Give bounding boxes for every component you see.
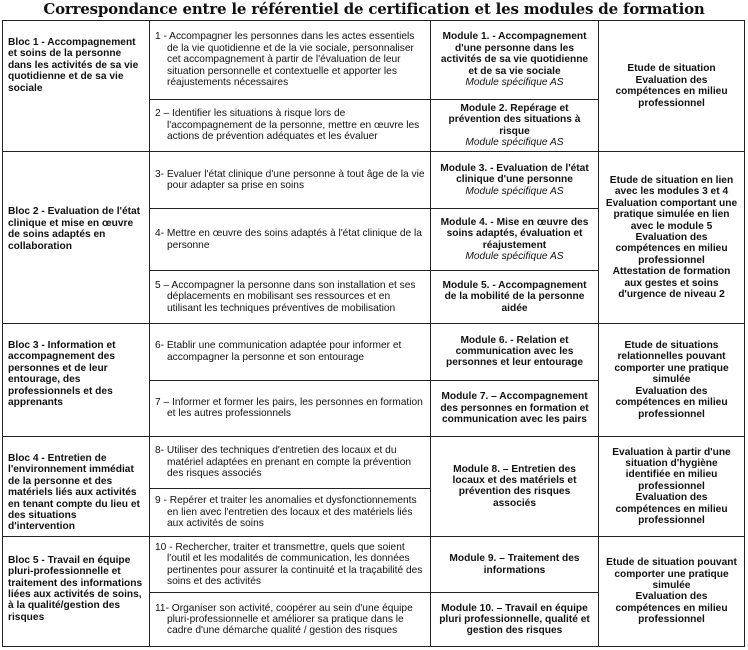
table-row — [3, 536, 745, 593]
module-cell: Module 1. - Accompagnement d'une personne dans les activités de sa vie quotidienne et de sa vie sociale Module spécifique AS — [431, 21, 599, 100]
competence-cell: 5 – Accompagner la personne dans son installation et ses déplacements en mobilisant ses ressources et en utilisant les techniques préventives de mobilisation — [150, 271, 431, 324]
competence-cell: 6- Etablir une communication adaptée pour informer et accompagner la personne et son entourage — [150, 323, 431, 380]
table-row — [3, 323, 745, 380]
competence-cell: 11- Organiser son activité, coopérer au sein d'une équipe pluri-professionnelle et améliorer sa pratique dans le cadre d'une démarche qualité / gestion des risques — [150, 593, 431, 647]
bloc-label: Bloc 5 - Travail en équipe pluri-professionnelle et traitement des informations liées aux activités de soins, à la qualité/gestion des risques — [3, 536, 150, 646]
module-cell: Module 8. – Entretien des locaux et des matériels et prévention des risques associés — [431, 437, 599, 537]
table-row — [3, 437, 745, 489]
bloc-label: Bloc 4 - Entretien de l'environnement immédiat de la personne et des matériels liés aux activités en tenant compte du lieu et des situations d'intervention — [3, 437, 150, 537]
module-cell: Module 4. - Mise en œuvre des soins adaptés, évaluation et réajustement Module spécifique AS — [431, 208, 599, 271]
module-cell: Module 2. Repérage et prévention des situations à risque Module spécifique AS — [431, 99, 599, 152]
evaluation-cell: Etude de situation Evaluation des compétences en milieu professionnel — [599, 21, 745, 152]
competence-cell: 9 - Repérer et traiter les anomalies et dysfonctionnements en lien avec l'entretien des locaux et des matériels liés aux activités de soins — [150, 489, 431, 537]
page-title: Correspondance entre le référentiel de certification et les modules de formation — [43, 0, 705, 18]
competence-cell: 1 - Accompagner les personnes dans les actes essentiels de la vie quotidienne et de la vie sociale, personnaliser cet accompagnement à partir de l'évaluation de leur situation personnelle et contextuelle et apporter les réajustements nécessaires — [150, 21, 431, 100]
competence-cell: 2 – Identifier les situations à risque lors de l'accompagnement de la personne, mettre en œuvre les actions de prévention adéquates et les évaluer — [150, 99, 431, 152]
evaluation-cell: Evaluation à partir d'une situation d'hygiène identifiée en milieu professionnel Evaluation des compétences en milieu professionnel — [599, 437, 745, 537]
competence-cell: 8- Utiliser des techniques d'entretien des locaux et du matériel adaptées en prenant en compte la prévention des risques associés — [150, 437, 431, 489]
certification-modules-table — [2, 20, 745, 647]
bloc-label: Bloc 2 - Evaluation de l'état clinique et mise en œuvre de soins adaptés en collaboration — [3, 152, 150, 324]
competence-cell: 7 – Informer et former les pairs, les personnes en formation et les autres professionnels — [150, 380, 431, 437]
table-row — [3, 152, 745, 209]
evaluation-cell: Etude de situation pouvant comporter une pratique simulée Evaluation des compétences en milieu professionnel — [599, 536, 745, 646]
module-cell: Module 3. - Evaluation de l'état clinique d'une personne Module spécifique AS — [431, 152, 599, 209]
competence-cell: 10 - Rechercher, traiter et transmettre, quels que soient l'outil et les modalités de communication, les données pertinentes pour assurer la continuité et la traçabilité des soins et des activités — [150, 536, 431, 593]
table-row — [3, 21, 745, 100]
evaluation-cell: Etude de situation en lien avec les modules 3 et 4 Evaluation comportant une pratique simulée en lien avec le module 5 Evaluation des compétences en milieu professionnel Attestation de formation aux gestes et soins d'urgence de niveau 2 — [599, 152, 745, 324]
module-cell: Module 6. - Relation et communication avec les personnes et leur entourage — [431, 323, 599, 380]
bloc-label: Bloc 1 - Accompagnement et soins de la personne dans les activités de sa vie quotidienne et de sa vie sociale — [3, 21, 150, 152]
module-cell: Module 10. – Travail en équipe pluri professionnelle, qualité et gestion des risques — [431, 593, 599, 647]
competence-cell: 4- Mettre en œuvre des soins adaptés à l'état clinique de la personne — [150, 208, 431, 271]
evaluation-cell: Etude de situations relationnelles pouvant comporter une pratique simulée Evaluation des compétences en milieu professionnel — [599, 323, 745, 436]
competence-cell: 3- Evaluer l'état clinique d'une personne à tout âge de la vie pour adapter sa prise en soins — [150, 152, 431, 209]
bloc-label: Bloc 3 - Information et accompagnement des personnes et de leur entourage, des professionnels et des apprenants — [3, 323, 150, 436]
module-cell: Module 5. - Accompagnement de la mobilité de la personne aidée — [431, 271, 599, 324]
module-cell: Module 9. – Traitement des informations — [431, 536, 599, 593]
module-cell: Module 7. – Accompagnement des personnes en formation et communication avec les pairs — [431, 380, 599, 437]
